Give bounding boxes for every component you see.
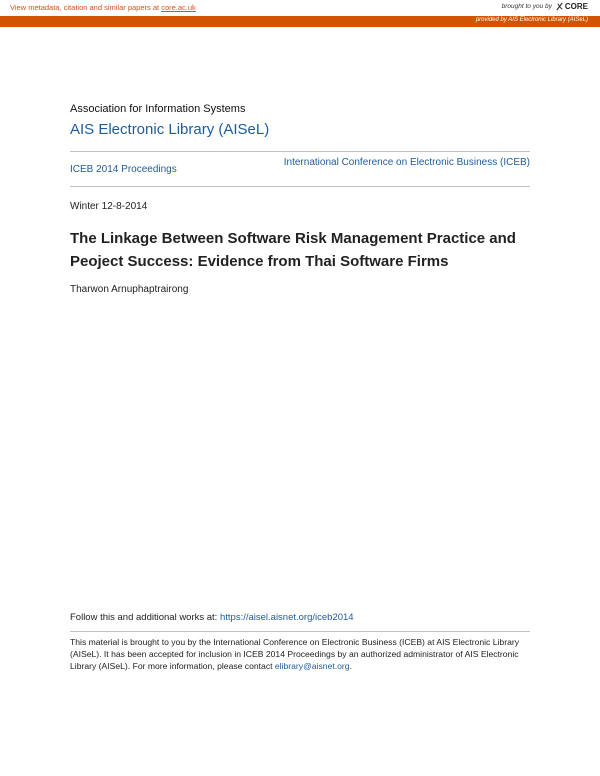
- paper-author: Tharwon Arnuphaptrairong: [70, 284, 189, 295]
- association-name: Association for Information Systems: [70, 103, 246, 115]
- follow-text: Follow this and additional works at:: [70, 612, 220, 623]
- core-banner: [0, 0, 600, 27]
- core-logo[interactable]: [555, 2, 588, 11]
- paper-date: Winter 12-8-2014: [70, 201, 148, 212]
- proceedings-link[interactable]: ICEB 2014 Proceedings: [70, 164, 177, 175]
- footer-text: This material is brought to you by the International Conference on Electronic Business (ICEB) at AIS Electronic Library (AISeL). It has been accepted for inclusion in ICEB 2014 Proceedings by an authorized administrator of AIS Electronic Library (AISeL). For more information, please contact: [70, 637, 520, 671]
- library-link[interactable]: AIS Electronic Library (AISeL): [70, 121, 270, 138]
- footer-notice: [70, 636, 532, 672]
- divider-footer: [70, 631, 530, 632]
- core-logo-icon: [555, 2, 564, 11]
- contact-email-link[interactable]: elibrary@aisnet.org: [274, 661, 350, 671]
- core-provided-bar: [0, 16, 600, 27]
- brought-by-label: brought to you by: [501, 3, 552, 10]
- core-metadata-prefix: View metadata, citation and similar papers at: [10, 3, 162, 12]
- core-top-bar: [0, 0, 600, 17]
- divider-top: [70, 151, 530, 152]
- follow-line: [70, 612, 354, 623]
- conference-link[interactable]: International Conference on Electronic Business (ICEB): [283, 157, 530, 168]
- core-metadata-link[interactable]: [10, 3, 196, 12]
- paper-title: The Linkage Between Software Risk Management Practice and Peoject Success: Evidence from Thai Software Firms: [70, 230, 516, 270]
- core-brand[interactable]: [502, 2, 588, 11]
- provided-by-label: provided by AIS Electronic Library (AISeL): [475, 17, 588, 23]
- core-logo-label: CORE: [564, 2, 588, 11]
- footer-end: .: [349, 661, 352, 671]
- divider-bottom: [70, 186, 530, 187]
- follow-url-link[interactable]: https://aisel.aisnet.org/iceb2014: [219, 612, 354, 623]
- core-domain-link[interactable]: core.ac.uk: [161, 3, 196, 12]
